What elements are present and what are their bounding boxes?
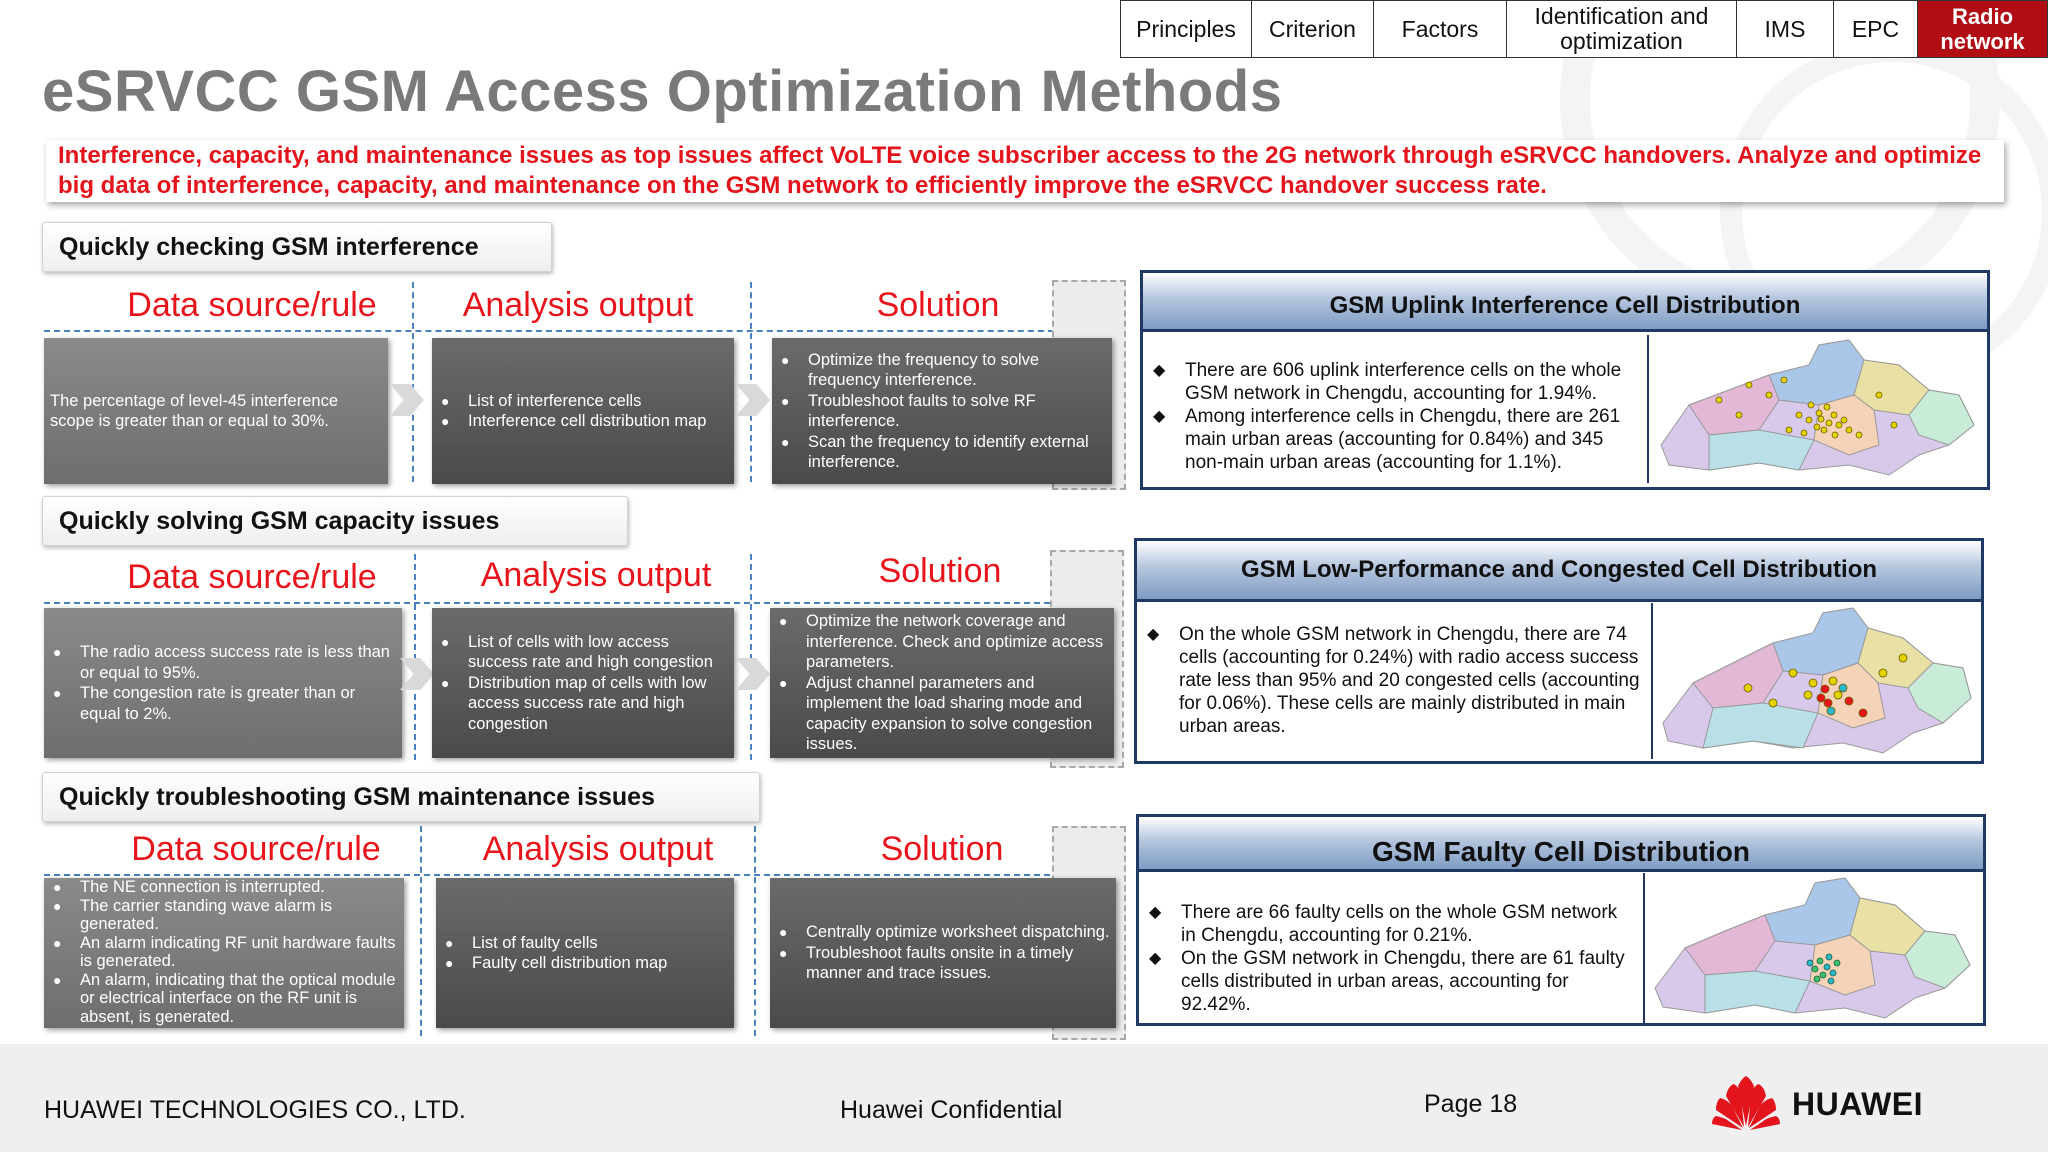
list-item: ◆ On the GSM network in Chengdu, there are 61 faulty cells distributed in urban areas, accounting for 92.42%.: [1147, 947, 1637, 1016]
panel-text: [1145, 623, 1645, 738]
divider: [420, 826, 422, 1036]
list-item: ● The radio access success rate is less than or equal to 95%.: [50, 642, 396, 683]
panel-text: [1151, 359, 1641, 474]
arrow-right-icon: [736, 658, 770, 690]
map-image: [1647, 335, 1983, 483]
divider: [44, 874, 1120, 876]
section-nav: [1120, 0, 2048, 58]
source-text: The percentage of level-45 interference scope is greater than or equal to 30%.: [50, 391, 339, 430]
list-item: ◆ Among interference cells in Chengdu, there are 261 main urban areas (accounting for 0.84%) and 345 non-main urban areas (accounting for 1.1%).: [1151, 405, 1641, 474]
list-item: ● Troubleshoot faults onsite in a timely manner and trace issues.: [776, 943, 1110, 984]
list-item: ● Interference cell distribution map: [438, 411, 706, 432]
list-item: ● The NE connection is interrupted.: [50, 878, 398, 897]
divider: [44, 602, 1120, 604]
logo-text: HUAWEI: [1792, 1086, 1923, 1122]
panel-title: GSM Faulty Cell Distribution: [1139, 817, 1983, 872]
arrow-right-icon: [390, 384, 424, 416]
list-item: ● The congestion rate is greater than or equal to 2%.: [50, 683, 396, 724]
huawei-logo-icon: [1708, 1074, 1784, 1134]
map-icon: [1645, 873, 1979, 1023]
list-item: ● An alarm, indicating that the optical module or electrical interface on the RF unit is absent, is generated.: [50, 971, 398, 1027]
footer-company: HUAWEI TECHNOLOGIES CO., LTD.: [44, 1096, 466, 1124]
column-label-output: Analysis output: [482, 830, 714, 868]
list-item: ◆ On the whole GSM network in Chengdu, there are 74 cells (accounting for 0.24%) with radio access success rate less than 95% and 20 congested cells (accounting for 0.06%). These cells are mainly distributed in main urban areas.: [1145, 623, 1645, 738]
map-icon: [1649, 335, 1983, 483]
solution-box: [770, 608, 1114, 758]
tab-factors[interactable]: Factors: [1374, 1, 1507, 57]
tab-radio-network[interactable]: Radio network: [1918, 1, 2048, 57]
output-box: [432, 338, 734, 484]
output-box: [432, 608, 734, 758]
column-label-output: Analysis output: [480, 556, 712, 594]
tab-epc[interactable]: EPC: [1834, 1, 1918, 57]
arrow-right-icon: [400, 658, 434, 690]
page-title: eSRVCC GSM Access Optimization Methods: [42, 59, 1283, 124]
list-item: ● Troubleshoot faults to solve RF interference.: [778, 391, 1106, 432]
tab-identification[interactable]: Identification and optimization: [1507, 1, 1737, 57]
list-item: ● List of faulty cells: [442, 933, 667, 954]
column-label-solution: Solution: [878, 552, 1002, 590]
section-heading-maintenance: Quickly troubleshooting GSM maintenance issues: [42, 772, 760, 822]
list-item: ◆ There are 66 faulty cells on the whole GSM network in Chengdu, accounting for 0.21%.: [1147, 901, 1637, 947]
summary-banner: Interference, capacity, and maintenance issues as top issues affect VoLTE voice subscriber access to the 2G network through eSRVCC handovers. Analyze and optimize big data of interference, capacity, and maintenance on the GSM network to efficiently improve the eSRVCC handover success rate.: [46, 140, 2004, 202]
divider: [754, 826, 756, 1036]
panel-faulty-cells: [1136, 814, 1986, 1026]
divider: [44, 330, 1084, 332]
map-image: [1651, 603, 1977, 759]
column-label-output: Analysis output: [462, 286, 694, 324]
section-heading-capacity: Quickly solving GSM capacity issues: [42, 496, 628, 546]
tab-criterion[interactable]: Criterion: [1252, 1, 1374, 57]
panel-title: GSM Low-Performance and Congested Cell Distribution: [1137, 541, 1981, 602]
map-image: [1643, 873, 1979, 1023]
page-number: Page 18: [1424, 1090, 1518, 1118]
source-box: [44, 338, 388, 484]
panel-title: GSM Uplink Interference Cell Distribution: [1143, 273, 1987, 332]
footer-confidential: Huawei Confidential: [840, 1096, 1063, 1124]
tab-principles[interactable]: Principles: [1121, 1, 1252, 57]
list-item: ● Optimize the frequency to solve frequency interference.: [778, 350, 1106, 391]
solution-box: [770, 878, 1116, 1028]
output-box: [436, 878, 734, 1028]
source-box: [44, 608, 402, 758]
solution-box: [772, 338, 1112, 484]
column-label-solution: Solution: [876, 286, 1000, 324]
list-item: ● Scan the frequency to identify external interference.: [778, 432, 1106, 473]
list-item: ◆ There are 606 uplink interference cells on the whole GSM network in Chengdu, accounting for 1.94%.: [1151, 359, 1641, 405]
huawei-logo: [1708, 1074, 1938, 1134]
panel-text: [1147, 901, 1637, 1016]
arrow-right-icon: [736, 384, 770, 416]
tab-ims[interactable]: IMS: [1737, 1, 1834, 57]
panel-low-performance: [1134, 538, 1984, 764]
list-item: ● Faulty cell distribution map: [442, 953, 667, 974]
divider: [750, 282, 752, 482]
section-heading-interference: Quickly checking GSM interference: [42, 222, 552, 272]
column-label-source: Data source/rule: [127, 558, 377, 596]
divider: [414, 554, 416, 760]
column-label-solution: Solution: [880, 830, 1004, 868]
list-item: ● Centrally optimize worksheet dispatching.: [776, 922, 1110, 943]
divider: [750, 554, 752, 760]
divider: [412, 282, 414, 482]
list-item: ● The carrier standing wave alarm is generated.: [50, 897, 398, 934]
map-icon: [1653, 603, 1977, 759]
column-label-source: Data source/rule: [131, 830, 381, 868]
list-item: ● List of cells with low access success rate and high congestion: [438, 632, 728, 673]
panel-uplink-interference: [1140, 270, 1990, 490]
list-item: ● List of interference cells: [438, 391, 706, 412]
source-box: [44, 878, 404, 1028]
list-item: ● Adjust channel parameters and implement the load sharing mode and capacity expansion to solve congestion issues.: [776, 673, 1108, 755]
column-label-source: Data source/rule: [127, 286, 377, 324]
list-item: ● Optimize the network coverage and interference. Check and optimize access parameters.: [776, 611, 1108, 673]
list-item: ● An alarm indicating RF unit hardware faults is generated.: [50, 934, 398, 971]
footer: [0, 1044, 2048, 1152]
list-item: ● Distribution map of cells with low access success rate and high congestion: [438, 673, 728, 735]
